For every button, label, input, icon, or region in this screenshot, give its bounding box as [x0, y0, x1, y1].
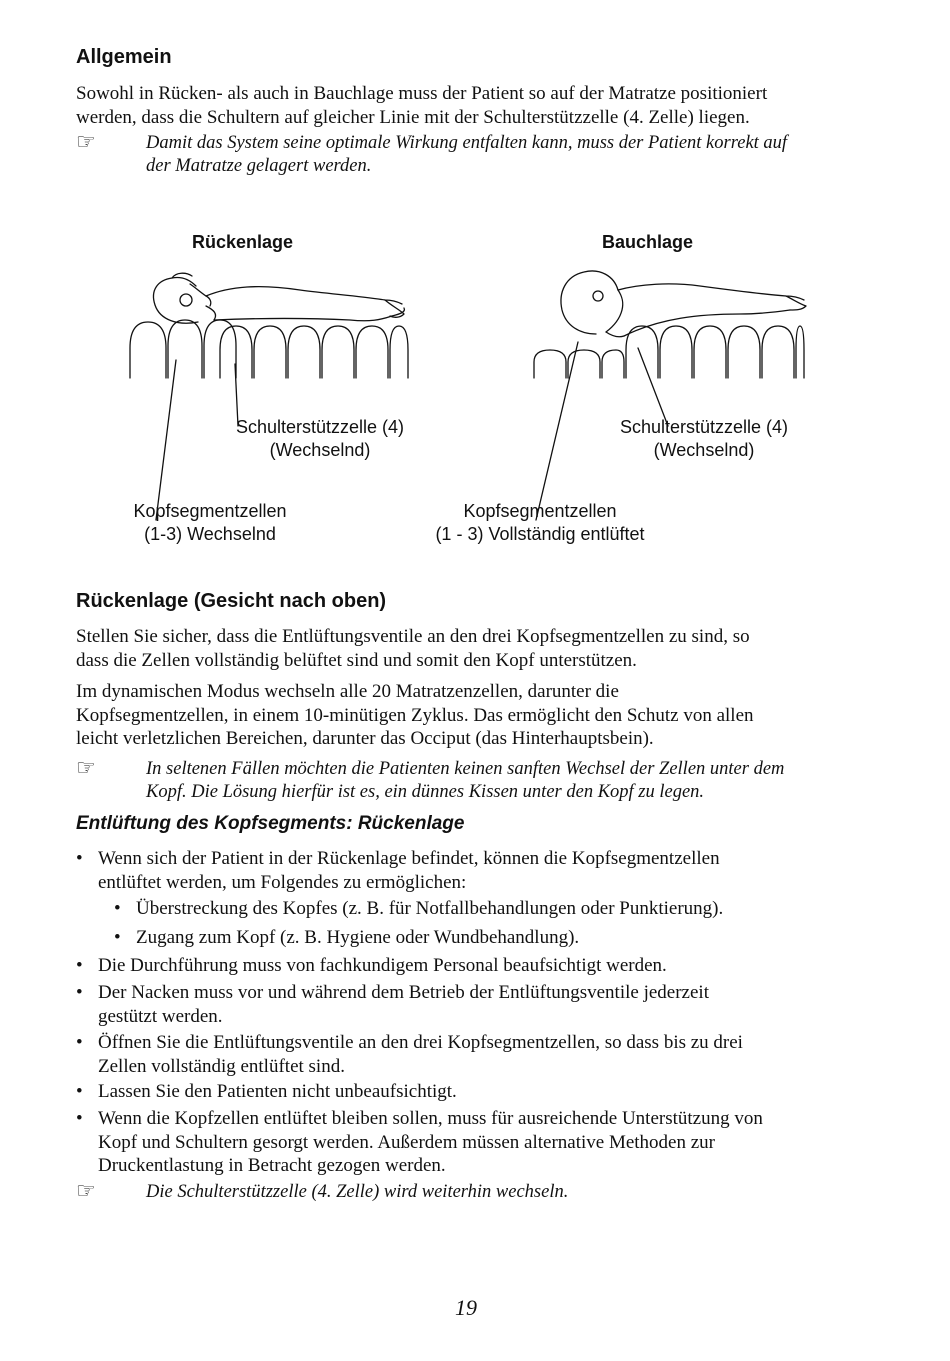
text-line: leicht verletzlichen Bereichen, darunter das Occiput (das Hinterhauptsbein). — [76, 728, 654, 749]
label-right-head-cells — [410, 500, 670, 546]
figure-title-bauchlage: Bauchlage — [602, 232, 694, 252]
text-line: In seltenen Fällen möchten die Patienten keinen sanften Wechsel der Zellen unter dem — [146, 759, 785, 779]
note-text: Die Schulterstützzelle (4. Zelle) wird weiterhin wechseln. — [146, 1182, 569, 1202]
supine-patient-figure — [154, 273, 405, 323]
paragraph-rueckenlage-1 — [76, 625, 876, 672]
text-line: Damit das System seine optimale Wirkung entfalten kann, muss der Patient korrekt auf — [146, 133, 788, 153]
bullet-icon: • — [76, 1081, 83, 1102]
label-line: (Wechselnd) — [269, 440, 371, 460]
text-line: Druckentlastung in Betracht gezogen werden. — [98, 1155, 446, 1176]
heading-rueckenlage: Rückenlage (Gesicht nach oben) — [76, 590, 387, 612]
text-line: entlüftet werden, um Folgendes zu ermöglichen: — [98, 871, 467, 893]
pointing-hand-icon: ☞ — [76, 756, 96, 781]
heading-entlueftung: Entlüftung des Kopfsegments: Rückenlage — [76, 813, 465, 834]
text-line: Der Nacken muss vor und während dem Betrieb der Entlüftungsventile jederzeit — [98, 982, 709, 1003]
bullet-icon: • — [76, 982, 83, 1003]
bullet-icon: • — [76, 1108, 83, 1129]
paragraph-rueckenlage-2 — [76, 680, 876, 751]
label-left-head-cells — [100, 500, 320, 546]
list-item-text — [98, 1031, 858, 1078]
bullet-icon: • — [76, 1032, 83, 1053]
note-text — [146, 758, 866, 804]
leader-line-head-cells — [156, 360, 176, 520]
text-line: Kopfsegmentzellen, in einem 10-minütigen Zyklus. Das ermöglicht den Schutz von allen — [76, 704, 754, 726]
text-line: Wenn die Kopfzellen entlüftet bleiben sollen, muss für ausreichende Unterstützung von — [98, 1108, 763, 1129]
pointing-hand-icon: ☞ — [76, 130, 96, 155]
bullet-icon: • — [76, 848, 83, 869]
list-item-text: Überstreckung des Kopfes (z. B. für Notfallbehandlungen oder Punktierung). — [136, 898, 724, 919]
label-line: Kopfsegmentzellen — [463, 501, 617, 521]
text-line: Zellen vollständig entlüftet sind. — [98, 1055, 345, 1077]
label-left-shoulder-cell — [200, 416, 440, 462]
list-item-text: Lassen Sie den Patienten nicht unbeaufsichtigt. — [98, 1081, 457, 1102]
list-item-text: Die Durchführung muss von fachkundigem Personal beaufsichtigt werden. — [98, 955, 667, 976]
leader-line-head-cells — [536, 342, 578, 520]
heading-allgemein: Allgemein — [76, 46, 172, 68]
label-line: Schulterstützzelle (4) — [235, 417, 405, 437]
bullet-icon: • — [114, 898, 121, 919]
text-line: Stellen Sie sicher, dass die Entlüftungsventile an den drei Kopfsegmentzellen zu sind, so — [76, 626, 750, 647]
leader-line-shoulder-cell — [638, 348, 668, 426]
label-line: (1-3) Wechselnd — [144, 524, 276, 544]
list-item-text: Zugang zum Kopf (z. B. Hygiene oder Wundbehandlung). — [136, 927, 580, 948]
text-line: Kopf. Die Lösung hierfür ist es, ein dünnes Kissen unter den Kopf zu legen. — [146, 782, 705, 802]
label-line: (1 - 3) Vollständig entlüftet — [435, 524, 645, 544]
text-line: dass die Zellen vollständig belüftet sind und somit den Kopf unterstützen. — [76, 649, 637, 671]
pointing-hand-icon: ☞ — [76, 1179, 96, 1204]
bullet-icon: • — [76, 955, 83, 976]
text-line: Wenn sich der Patient in der Rückenlage befindet, können die Kopfsegmentzellen — [98, 848, 720, 869]
text-line: Öffnen Sie die Entlüftungsventile an den drei Kopfsegmentzellen, so dass bis zu drei — [98, 1032, 743, 1053]
list-item-text — [98, 981, 858, 1028]
label-line: Kopfsegmentzellen — [133, 501, 287, 521]
list-item-text — [98, 1107, 858, 1178]
page-number: 19 — [455, 1295, 477, 1320]
prone-patient-figure — [561, 271, 806, 337]
text-line: der Matratze gelagert werden. — [146, 156, 372, 176]
list-item-text — [98, 847, 858, 894]
bullet-icon: • — [114, 927, 121, 948]
supine-mattress-cells — [130, 320, 408, 378]
text-line: werden, dass die Schultern auf gleicher Linie mit der Schulterstützzelle (4. Zelle) liegen. — [76, 106, 750, 128]
text-line: Sowohl in Rücken- als auch in Bauchlage muss der Patient so auf der Matratze positioniert — [76, 83, 768, 104]
text-line: Kopf und Schultern gesorgt werden. Außerdem müssen alternative Methoden zur — [98, 1131, 715, 1153]
label-line: Schulterstützzelle (4) — [619, 417, 789, 437]
text-line: gestützt werden. — [98, 1005, 223, 1027]
figure-title-rueckenlage: Rückenlage — [192, 232, 294, 252]
prone-mattress-cells — [534, 326, 804, 378]
label-right-shoulder-cell — [584, 416, 824, 462]
text-line: Im dynamischen Modus wechseln alle 20 Matratzenzellen, darunter die — [76, 681, 619, 702]
label-line: (Wechselnd) — [653, 440, 755, 460]
